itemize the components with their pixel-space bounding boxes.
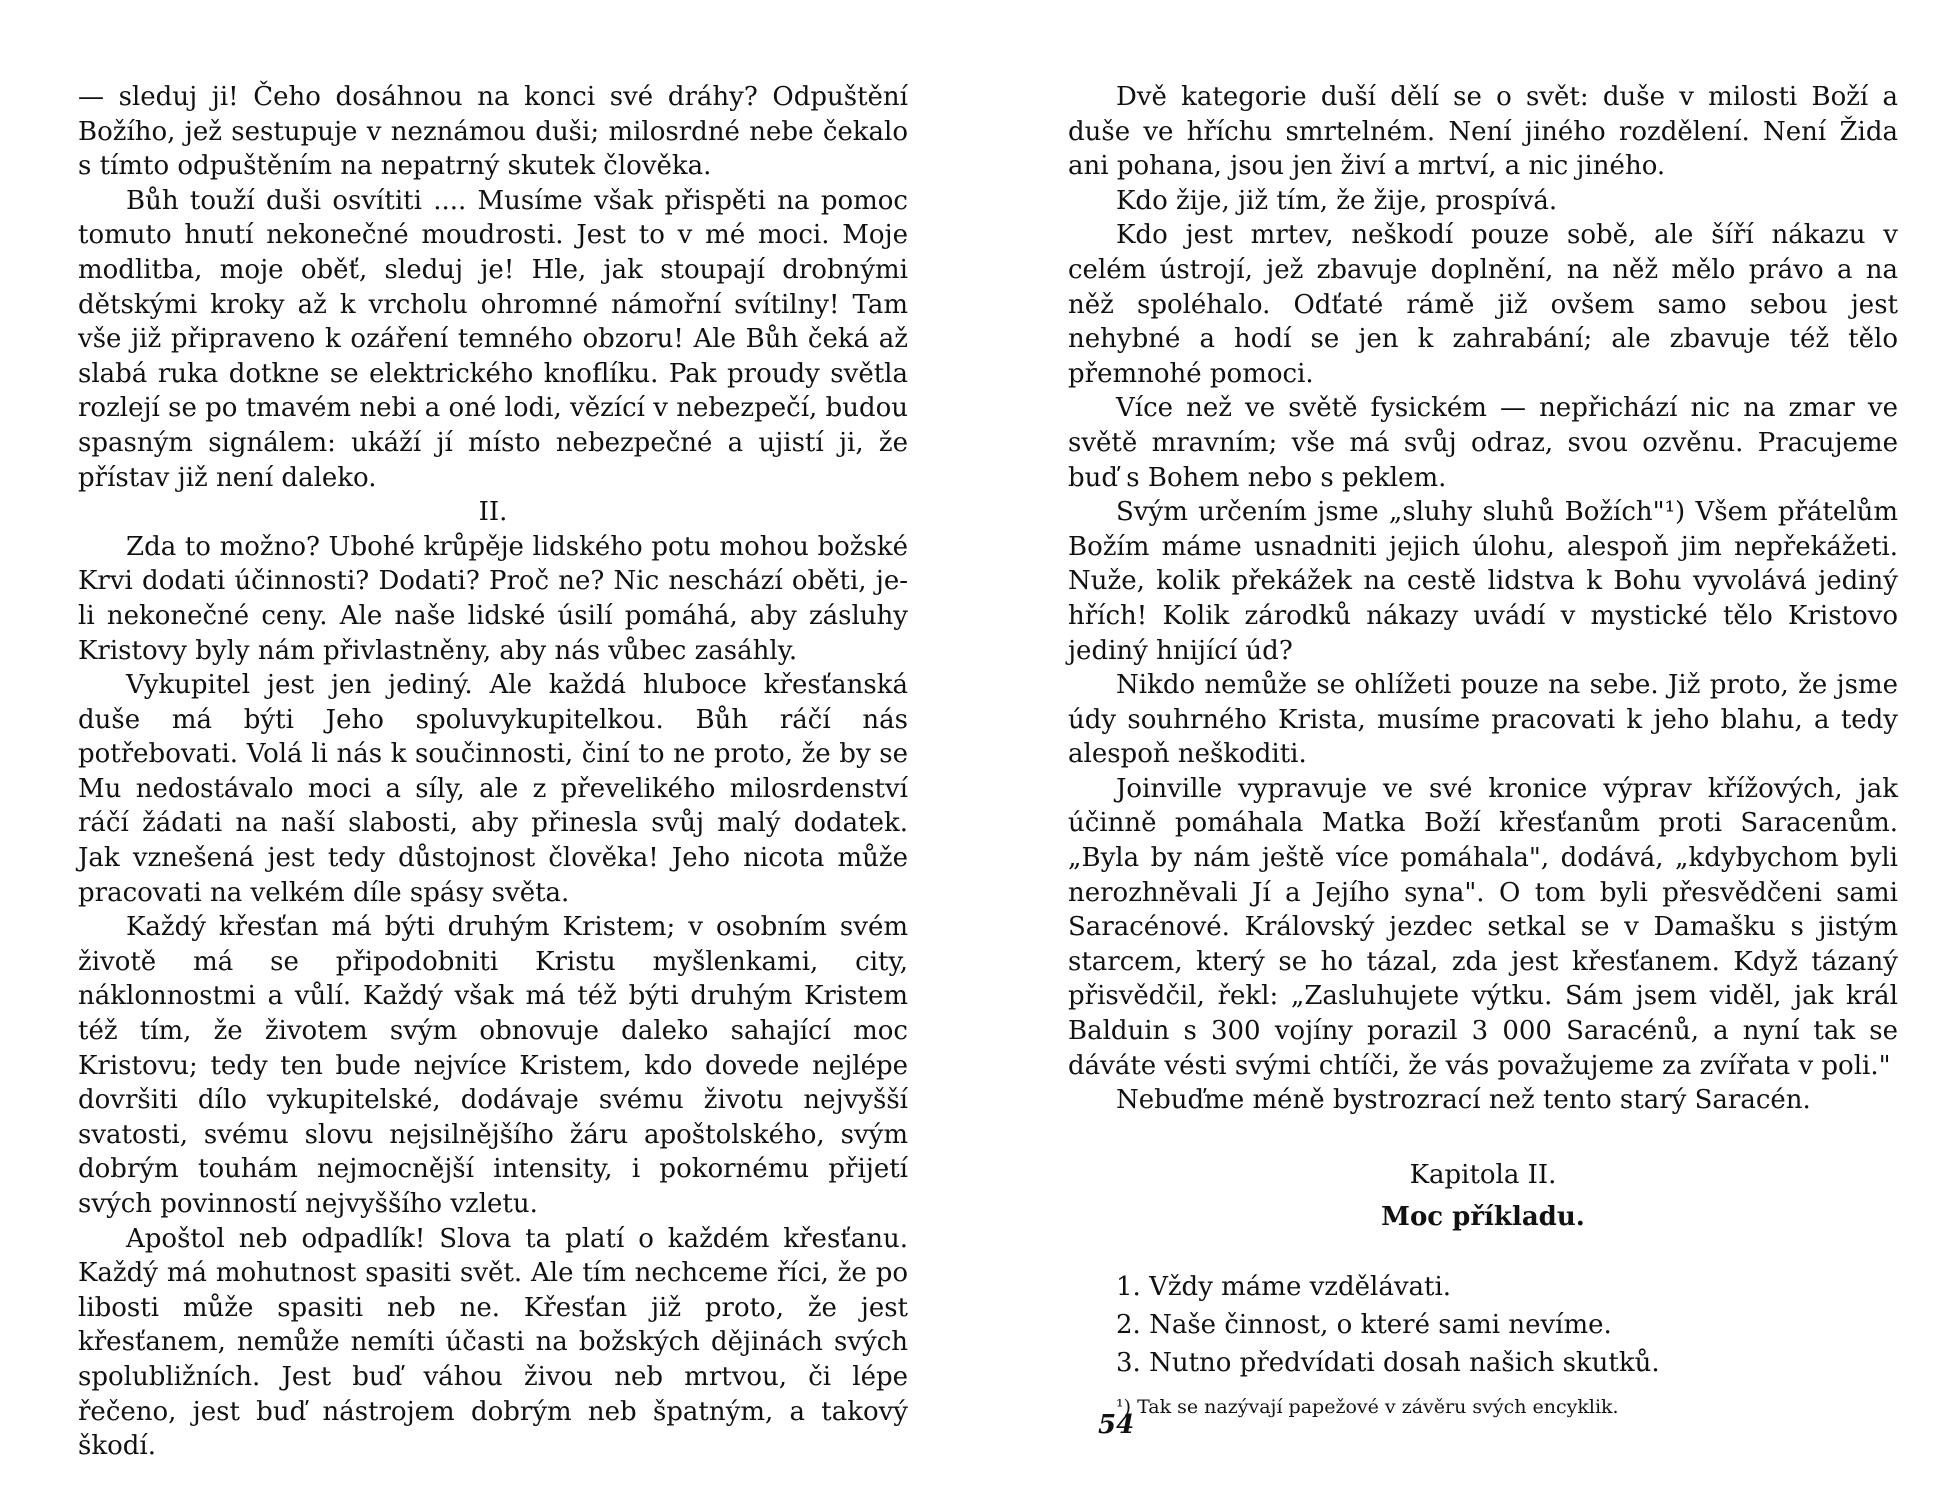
outline-item: 1. Vždy máme vzdělávati. [1116,1271,1452,1302]
paragraph: Apoštol neb odpadlík! Slova ta platí o každém křesťanu. Každý má mohutnost spasiti svět. Ale tím nechceme říci, že po libosti může spasiti neb ne. Křesťan již proto, že jest křesťanem, nemůže nemíti účasti na božských dějinách svých spolubližních. Jest buď váhou živou neb mrtvou, či lépe řečeno, jest buď nástrojem dobrým neb špatným, a takový škodí. [78,1223,908,1462]
paragraph: Vykupitel jest jen jediný. Ale každá hluboce křesťanská duše má býti Jeho spoluvykupitelkou. Bůh ráčí nás potřebovati. Volá li nás k součinnosti, činí to ne proto, že by se Mu nedostávalo moci a síly, ale z převelikého milosrdenství ráčí žádati na naší slabosti, aby přinesla svůj malý dodatek. Jak vznešená jest tedy důstojnost člověka! Jeho nicota může pracovati na velkém díle spásy světa. [78,670,908,908]
right-page [1068,80,1898,1420]
left-page [78,80,908,1464]
footnote: ¹) Tak se nazývají papežové v závěru svých encyklik. [1116,1395,1619,1418]
chapter-outline [1068,1268,1898,1382]
outline-item: 2. Naše činnost, o které sami nevíme. [1116,1309,1612,1340]
paragraph: Každý křesťan má býti druhým Kristem; v osobním svém životě má se připodobniti Kristu myšlenkami, city, náklonnostmi a vůlí. Každý však má též býti druhým Kristem též tím, že životem svým obnovuje daleko sahající moc Kristovu; tedy ten bude nejvíce Kristem, kdo dovede nejlépe dovršiti dílo vykupitelské, dodávaje svému životu nejvyšší svatosti, svému slovu nejsilnějšího žáru apoštolského, svým dobrým touhám nejmocnější intensity, i pokornému přijetí svých povinností nejvyššího vzletu. [78,912,908,1219]
chapter-title: Moc příkladu. [1381,1201,1585,1232]
outline-item: 3. Nutno předvídati dosah našich skutků. [1116,1347,1660,1378]
page-number: 54 [1098,1410,1135,1440]
paragraph: Nebuďme méně bystrozrací než tento starý Saracén. [1116,1085,1811,1116]
paragraph: Svým určením jsme „sluhy sluhů Božích"¹) Všem přátelům Božím máme usnadniti jejich úlohu, alespoň jim nepřekážeti. Nuže, kolik překážek na cestě lidstva k Bohu vyvolává jediný hřích! Kolik zárodků nákazy uvádí v mystické tělo Kristovo jediný hnijící úd? [1068,497,1898,666]
paragraph: Nikdo nemůže se ohlížeti pouze na sebe. Již proto, že jsme údy souhrného Krista, musíme pracovati k jeho blahu, a tedy alespoň neškoditi. [1068,670,1898,770]
paragraph: Více než ve světě fysickém — nepřichází nic na zmar ve světě mravním; vše má svůj odraz, svou ozvěnu. Pracujeme buď s Bohem nebo s peklem. [1068,393,1898,493]
paragraph: Kdo jest mrtev, neškodí pouze sobě, ale šíří nákazu v celém ústrojí, jež zbavuje doplnění, na něž mělo právo a na něž spoléhalo. Odťaté rámě již ovšem samo sebou jest nehybné a hodí se jen k zahrabání; ale zbavuje též tělo přemnohé pomoci. [1068,220,1898,389]
section-number: II. [478,497,508,528]
paragraph: Dvě kategorie duší dělí se o svět: duše v milosti Boží a duše ve hříchu smrtelném. Není jiného rozdělení. Není Žida ani pohana, jsou jen živí a mrtví, a nic jiného. [1068,82,1898,182]
paragraph: Kdo žije, již tím, že žije, prospívá. [1116,185,1558,216]
paragraph: Zda to možno? Ubohé krůpěje lidského potu mohou božské Krvi dodati účinnosti? Dodati? Proč ne? Nic neschází oběti, je-li nekonečné ceny. Ale naše lidské úsilí pomáhá, aby zásluhy Kristovy byly nám přivlastněny, aby nás vůbec zasáhly. [78,531,908,666]
paragraph: Joinville vypravuje ve své kronice výprav křížových, jak účinně pomáhala Matka Boží křesťanům proti Saracenům. „Byla by nám ještě více pomáhala", dodává, „kdybychom byli nerozhněvali Jí a Jejího syna". O tom byli přesvědčeni sami Saracénové. Královský jezdec setkal se v Damašku s jistým starcem, který se ho tázal, zda jest křesťanem. Když tázaný přisvědčil, řekl: „Zasluhujete výtku. Sám jsem viděl, jak král Balduin s 300 vojíny porazil 3 000 Saracénů, a nyní tak se dáváte vésti svými chtíči, že vás považujeme za zvířata v poli." [1068,773,1898,1081]
paragraph: — sleduj ji! Čeho dosáhnou na konci své dráhy? Odpuštění Božího, jež sestupuje v neznámou duši; milosrdné nebe čekalo s tímto odpuštěním na nepatrný skutek člověka. [78,82,908,182]
chapter-label: Kapitola II. [1409,1159,1557,1190]
paragraph: Bůh touží duši osvítiti .... Musíme však přispěti na pomoc tomuto hnutí nekonečné moudrosti. Jest to v mé moci. Moje modlitba, moje oběť, sleduj je! Hle, jak stoupají drobnými dětskými kroky až k vrcholu ohromné námořní svítilny! Tam vše již připraveno k ozáření temného obzoru! Ale Bůh čeká až slabá ruka dotkne se elektrického knoflíku. Pak proudy světla rozlejí se po tmavém nebi a oné lodi, vězící v nebezpečí, budou spasným signálem: ukáží jí místo nebezpečné a ujistí ji, že přístav již není daleko. [78,185,908,493]
